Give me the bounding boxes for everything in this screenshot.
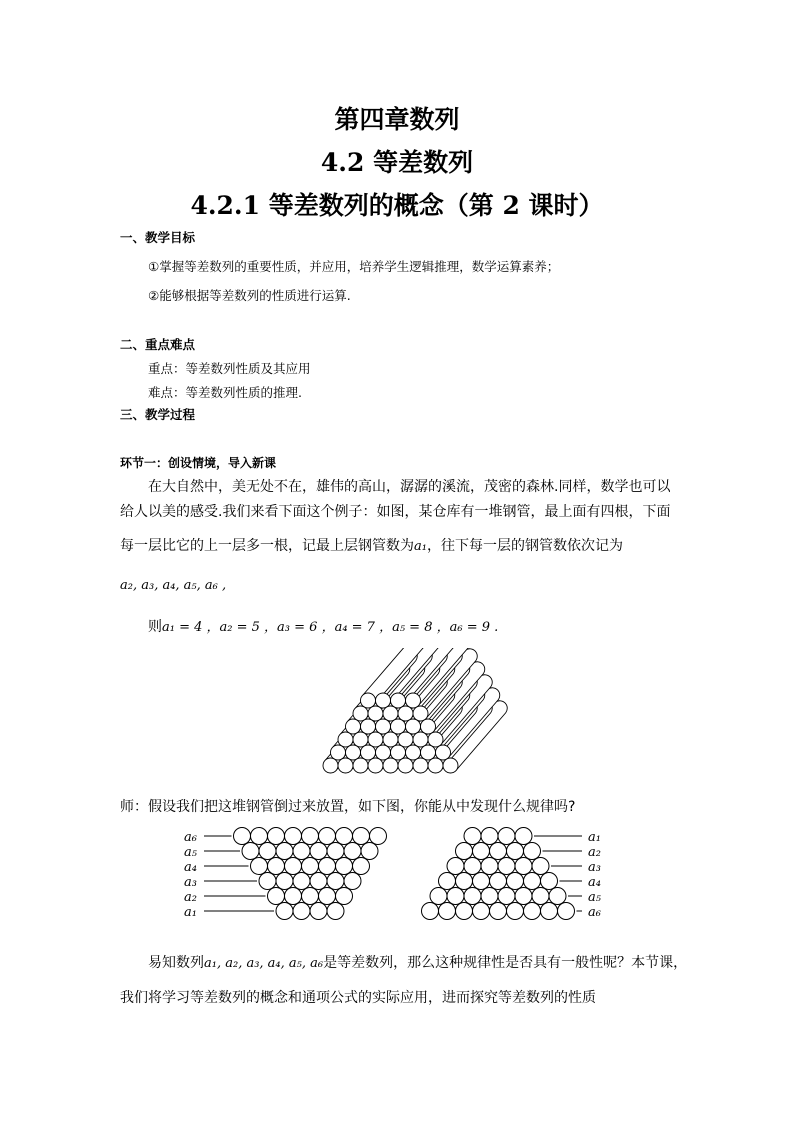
pipe-end (541, 903, 558, 920)
step1-heading: 环节一：创设情境，导入新课 (120, 456, 277, 470)
pipe-end (456, 873, 473, 890)
pipe-end (323, 758, 338, 773)
pipe-end (413, 706, 428, 721)
pipe-end (344, 843, 361, 860)
pipe-end (310, 843, 327, 860)
pipe-end (430, 888, 447, 905)
stacks-comparison-figure (180, 826, 620, 936)
pipe-end (406, 693, 421, 708)
pipe-end (498, 888, 515, 905)
pipe-end (456, 903, 473, 920)
pipe-end (524, 903, 541, 920)
pipe-end (327, 843, 344, 860)
math-sequence-all: a₁, a₂, a₃, a₄, a₅, a₆ (204, 956, 324, 971)
pipe-end (413, 758, 428, 773)
pipe-end (481, 858, 498, 875)
pipe-end (383, 732, 398, 747)
values-line (148, 616, 708, 636)
pipe-end (344, 873, 361, 890)
pipe-end (422, 903, 439, 920)
pipe-end (368, 732, 383, 747)
pipe-end (490, 903, 507, 920)
pipe-end (319, 888, 336, 905)
pipe-end (507, 903, 524, 920)
pipe-end (353, 758, 368, 773)
pipe-end (464, 888, 481, 905)
pipe-end (268, 858, 285, 875)
right-label: a₂ (588, 845, 601, 860)
math-values: a₁ = 4 ，a₂ = 5 ，a₃ = 6 ，a₄ = 7 ，a₅ = 8 ，a₆ = 9 . (162, 620, 499, 635)
pipe-end (251, 828, 268, 845)
pipe-end (302, 858, 319, 875)
left-label: a₄ (184, 860, 197, 875)
process-heading: 三、教学过程 (120, 407, 196, 422)
pipe-end (391, 719, 406, 734)
pipe-end (336, 828, 353, 845)
pipe-end (524, 843, 541, 860)
pipe-end (421, 745, 436, 760)
pipe-end (413, 732, 428, 747)
paragraph-line-3-text: 每一层比它的上一层多一根，记最上层钢管数为 (120, 538, 414, 554)
keypoints-heading: 二、重点难点 (120, 337, 196, 352)
teacher-question: 师：假设我们把这堆钢管倒过来放置，如下图，你能从中发现什么规律吗? (120, 799, 576, 815)
pipe-end (242, 843, 259, 860)
pipe-end (473, 873, 490, 890)
pipe-end (541, 873, 558, 890)
pipe-end (353, 858, 370, 875)
pipe-end (549, 888, 566, 905)
p2-suffix: 是等差数列，那么这种规律性是否具有一般性呢？本节课， (323, 955, 688, 971)
pipe-end (456, 843, 473, 860)
pipe-end (268, 828, 285, 845)
pipe-end (464, 828, 481, 845)
pipe-end (327, 873, 344, 890)
pipe-end (490, 873, 507, 890)
pipe-end (391, 745, 406, 760)
pipe-end (336, 888, 353, 905)
pipe-end (327, 903, 344, 920)
section-title: 4.2 等差数列 (320, 148, 474, 177)
pipe-end (383, 758, 398, 773)
pipe-end (515, 828, 532, 845)
pipe-end (346, 719, 361, 734)
pipe-end (319, 828, 336, 845)
values-prefix: 则 (148, 619, 162, 635)
pipe-end (251, 858, 268, 875)
pipe-end (368, 758, 383, 773)
pipe-end (368, 706, 383, 721)
pipe-end (406, 719, 421, 734)
pipe-end (473, 843, 490, 860)
pipe-end (398, 758, 413, 773)
pipe-end (507, 873, 524, 890)
pipe-end (276, 843, 293, 860)
pipe-end (406, 745, 421, 760)
pipe-end (319, 858, 336, 875)
pipe-end (447, 858, 464, 875)
paragraph-conclusion: 我们将学习等差数列的概念和通项公式的实际应用，进而探究等差数列的性质 (120, 990, 596, 1006)
pipe-end (234, 828, 251, 845)
pipe-end (443, 758, 458, 773)
pipe-end (285, 888, 302, 905)
pipe-end (398, 732, 413, 747)
pipe-end (473, 903, 490, 920)
pipe-end (481, 888, 498, 905)
pipe-end (370, 828, 387, 845)
subsection-title: 4.2.1 等差数列的概念（第 2 课时） (190, 191, 604, 220)
pipe-end (398, 706, 413, 721)
pipe-end (439, 873, 456, 890)
pipe-end (481, 828, 498, 845)
right-label: a₆ (588, 905, 601, 920)
pipe-end (268, 888, 285, 905)
pipe-end (346, 745, 361, 760)
pipe-end (353, 706, 368, 721)
paragraph-line-1: 在大自然中，美无处不在，雄伟的高山，潺潺的溪流，茂密的森林.同样，数学也可以 (148, 479, 671, 495)
pipe-end (464, 858, 481, 875)
pipe-end (338, 758, 353, 773)
right-label: a₅ (588, 890, 601, 905)
left-label: a₂ (184, 890, 197, 905)
pipe-end (507, 843, 524, 860)
pipe-end (558, 903, 575, 920)
pipe-end (259, 843, 276, 860)
pipe-end (515, 888, 532, 905)
pipe-end (361, 745, 376, 760)
pipe-end (293, 843, 310, 860)
pipe-end (276, 873, 293, 890)
pipe-end (293, 873, 310, 890)
pipe-end (498, 858, 515, 875)
pipe-end (353, 828, 370, 845)
paragraph-line-3-tail: ，往下每一层的钢管数依次记为 (426, 538, 623, 554)
p2-prefix: 易知数列 (148, 955, 204, 971)
pipe-end (361, 843, 378, 860)
pipe-end (259, 873, 276, 890)
pipe-end (532, 858, 549, 875)
math-sequence-rest: a₂, a₃, a₄, a₅, a₆ , (120, 578, 227, 593)
sequence-line (120, 577, 680, 593)
paragraph-line-3 (120, 535, 680, 555)
pipe-end (428, 732, 443, 747)
pipe-end (361, 719, 376, 734)
math-a1: a₁ (414, 539, 427, 554)
pipe-end (376, 745, 391, 760)
pipe-end (383, 706, 398, 721)
pipe-end (391, 693, 406, 708)
pipe-end (336, 858, 353, 875)
pipe-end (310, 873, 327, 890)
pipe-end (421, 719, 436, 734)
left-label: a₃ (184, 875, 197, 890)
pipe-end (498, 828, 515, 845)
pipe-end (524, 873, 541, 890)
pipe-end (331, 745, 346, 760)
paragraph-sequence (148, 952, 708, 972)
pipe-end (439, 903, 456, 920)
pipe-end (376, 719, 391, 734)
pipe-end (447, 888, 464, 905)
pipe-end (515, 858, 532, 875)
pipe-end (285, 828, 302, 845)
goal-item-1: ①掌握等差数列的重要性质，并应用，培养学生逻辑推理，数学运算素养； (148, 259, 560, 274)
pipe-end (302, 828, 319, 845)
right-label: a₃ (588, 860, 601, 875)
paragraph-line-2: 给人以美的感受.我们来看下面这个例子：如图，某仓库有一堆钢管，最上面有四根，下面 (120, 504, 671, 520)
pipe-end (285, 858, 302, 875)
chapter-title: 第四章数列 (334, 105, 460, 134)
goals-heading: 一、教学目标 (120, 230, 196, 245)
difficulty-text: 难点：等差数列性质的推理. (148, 385, 302, 400)
pipe-end (436, 745, 451, 760)
pipe-end (293, 903, 310, 920)
focus-text: 重点：等差数列性质及其应用 (148, 361, 311, 376)
right-label: a₄ (588, 875, 601, 890)
pipe-end (376, 693, 391, 708)
pipe-end (490, 843, 507, 860)
left-label: a₁ (184, 905, 197, 920)
right-label: a₁ (588, 830, 601, 845)
pipe-end (310, 903, 327, 920)
left-label: a₆ (184, 830, 197, 845)
pipe-end (532, 888, 549, 905)
pipe-end (361, 693, 376, 708)
pipe-end (302, 888, 319, 905)
pipe-end (428, 758, 443, 773)
left-label: a₅ (184, 845, 197, 860)
pipe-end (338, 732, 353, 747)
pipe-stack-figure (318, 648, 518, 788)
pipe-end (353, 732, 368, 747)
goal-item-2: ②能够根据等差数列的性质进行运算. (148, 288, 351, 303)
pipe-end (276, 903, 293, 920)
